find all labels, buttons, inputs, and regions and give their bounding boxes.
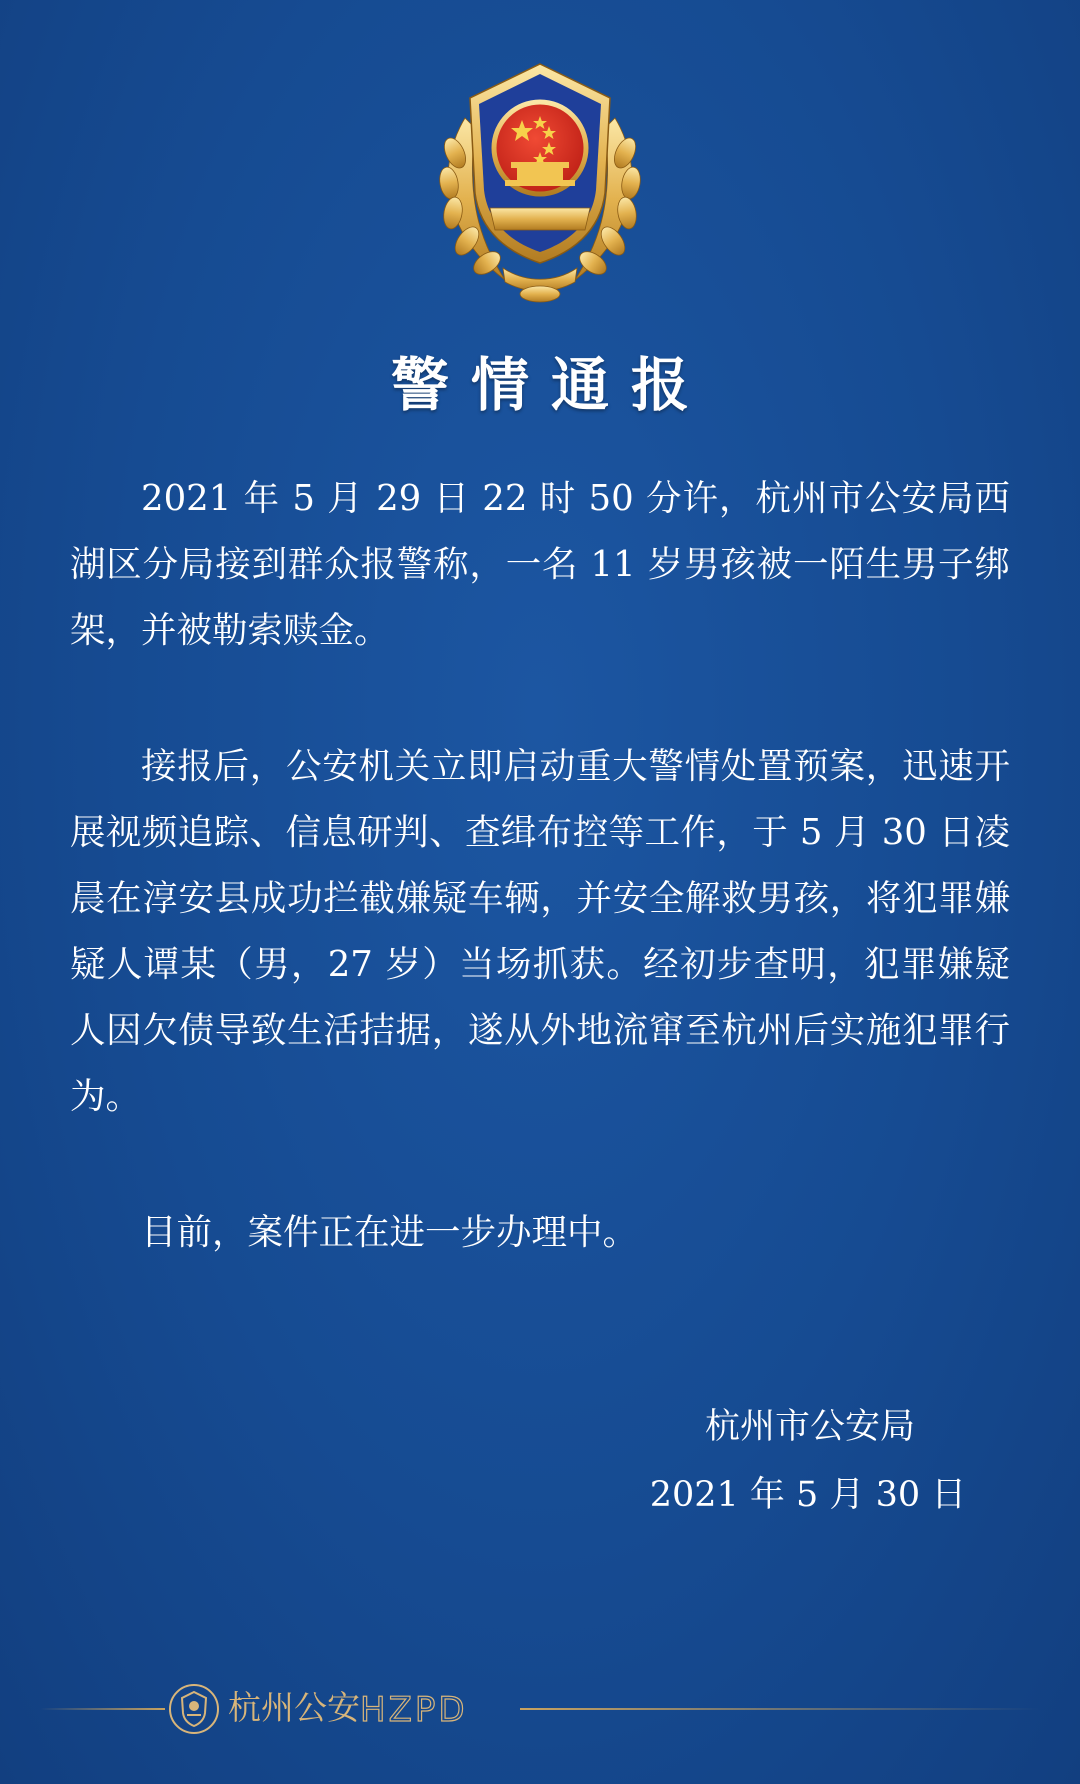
- paragraph-response: 接报后，公安机关立即启动重大警情处置预案，迅速开展视频追踪、信息研判、查缉布控等工作，于 5 月 30 日凌晨在淳安县成功拦截嫌疑车辆，并安全解救男孩，将犯罪嫌疑人谭某（男，27 岁）当场抓获。经初步查明，犯罪嫌疑人因欠债导致生活拮据，遂从外地流窜至杭州后实施犯罪行为。: [70, 746, 1010, 1117]
- police-emblem-icon: [425, 58, 655, 306]
- footer-divider-right: [520, 1708, 1040, 1710]
- signature-org: 杭州市公安局: [704, 1407, 915, 1447]
- notice-title: 警情通报: [390, 351, 711, 419]
- paragraph-incident: 2021 年 5 月 29 日 22 时 50 分许，杭州市公安局西湖区分局接到群众报警称，一名 11 岁男孩被一陌生男子绑架，并被勒索赎金。: [70, 478, 1010, 651]
- footer-divider-left: [40, 1708, 165, 1710]
- footer-brand-name: 杭州公安: [228, 1688, 360, 1727]
- signature-date: 2021 年 5 月 30 日: [649, 1475, 967, 1515]
- footer-brand-abbr: HZPD: [360, 1690, 468, 1730]
- paragraph-status: 目前，案件正在进一步办理中。: [141, 1212, 639, 1253]
- police-badge-icon: [168, 1683, 220, 1735]
